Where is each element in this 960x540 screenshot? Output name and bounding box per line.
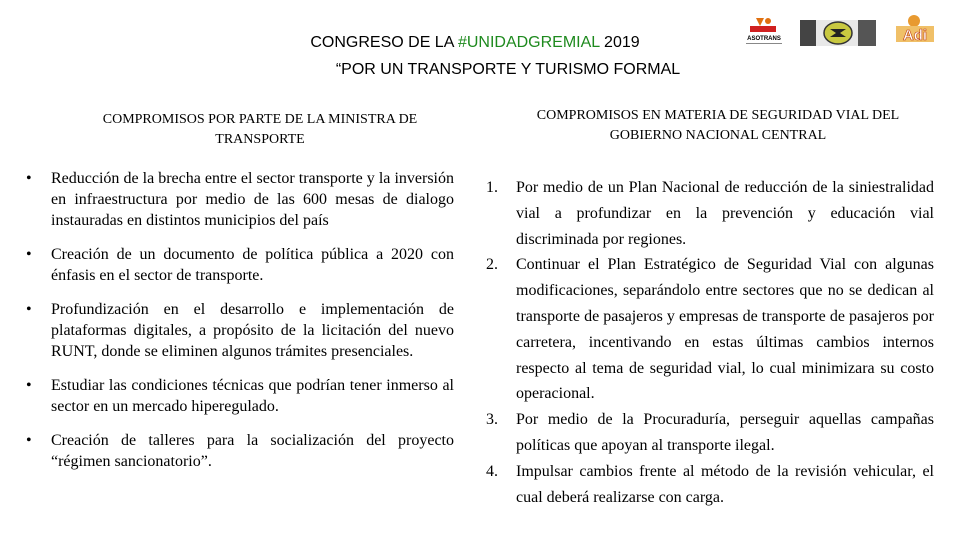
item-number: 1. (486, 179, 498, 196)
list-item-text: Creación de un documento de política pública a 2020 con énfasis en el sector de transporte. (51, 246, 454, 284)
list-item-text: Profundización en el desarrollo e implementación de plataformas digitales, a propósito de la licitación del nuevo RUNT, donde se eliminen algunos trámites presenciales. (51, 301, 454, 360)
list-item-text: Creación de talleres para la socialización del proyecto “régimen sancionatorio”. (51, 432, 454, 470)
list-item (26, 430, 454, 472)
logo-strip (738, 14, 938, 50)
hashtag: #UNIDADGREMIAL (457, 34, 600, 51)
title-prefix: CONGRESO DE LA (310, 34, 458, 51)
item-number: 2. (486, 256, 498, 274)
left-heading: COMPROMISOS POR PARTE DE LA MINISTRA DE TRANSPORTE (102, 112, 418, 147)
list-item-text: Reducción de la brecha entre el sector transporte y la inversión en infraestructura por medio de las 600 mesas de dialogo instauradas en distintos municipios del país (51, 170, 454, 229)
list-item-text: Por medio de un Plan Nacional de reducción de la siniestralidad vial a profundizar en la prevención y educación vial discriminada por regiones. (516, 179, 934, 248)
list-item (486, 175, 934, 252)
bullet-icon: • (26, 246, 32, 263)
adi-logo-text: Adi (902, 27, 928, 44)
asotrans-logo-text: ASOTRANS (747, 36, 781, 42)
list-item (26, 299, 454, 362)
item-number: 3. (486, 411, 498, 429)
list-item-text: Estudiar las condiciones técnicas que podrían tener inmerso al sector en un mercado hiperegulado. (51, 377, 454, 415)
page-subtitle: “POR UN TRANSPORTE Y TURISMO FORMAL (335, 61, 681, 78)
asotrans-logo (738, 14, 790, 48)
minister-commitments-list (26, 168, 454, 485)
list-item-text: Por medio de la Procuraduría, perseguir aquellas campañas políticas que apoyan al transporte ilegal. (516, 411, 934, 454)
title-suffix: 2019 (599, 34, 640, 51)
list-item (486, 459, 934, 511)
list-item-text: Continuar el Plan Estratégico de Seguridad Vial con algunas modificaciones, separándolo entre sectores que no se dedican al transporte de pasajeros y empresas de transporte de pasajeros por carretera, incentivando en estas últimas cambios internos respecto al tema de seguridad vial, lo cual minimizara su costo operacional. (516, 256, 934, 403)
item-number: 4. (486, 462, 498, 480)
bullet-icon: • (26, 301, 32, 318)
list-item (486, 407, 934, 459)
list-item (26, 244, 454, 286)
list-item (26, 375, 454, 417)
list-item (486, 252, 934, 407)
adi-logo (892, 14, 938, 44)
list-item (26, 168, 454, 231)
bullet-icon: • (26, 170, 32, 187)
bullet-icon: • (26, 377, 32, 394)
bullet-icon: • (26, 432, 32, 449)
list-item-text: Impulsar cambios frente al método de la revisión vehicular, el cual deberá realizarse con carga. (516, 462, 934, 506)
federation-logo (800, 20, 876, 46)
right-heading: COMPROMISOS EN MATERIA DE SEGURIDAD VIAL DEL GOBIERNO NACIONAL CENTRAL (536, 108, 900, 143)
road-safety-commitments-list (486, 175, 934, 510)
